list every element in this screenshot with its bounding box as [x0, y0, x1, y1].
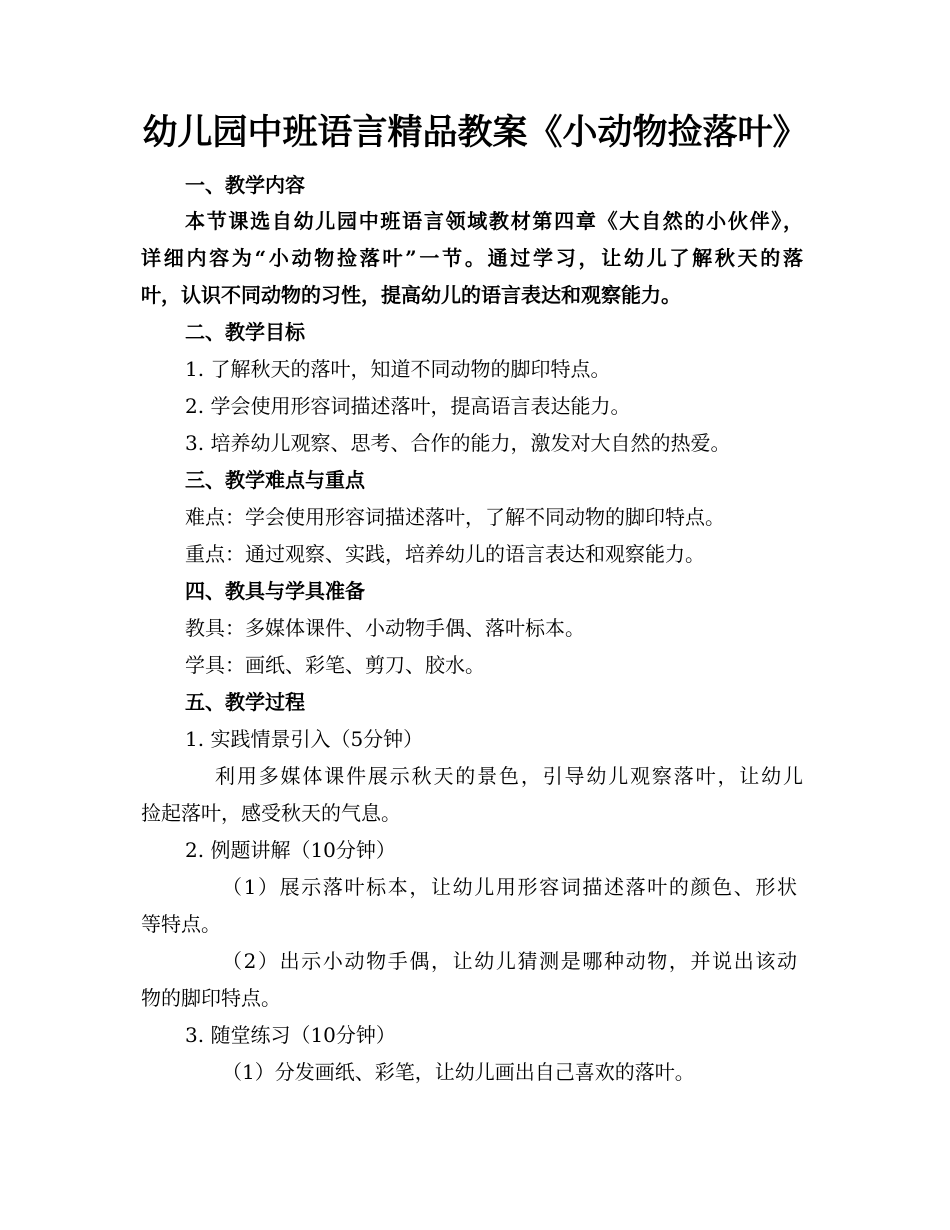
process-step-text-line: 等特点。 — [141, 912, 221, 936]
objective-item: 2. 学会使用形容词描述落叶，提高语言表达能力。 — [185, 394, 631, 418]
process-step-3: 3. 随堂练习（10分钟） — [185, 1023, 396, 1047]
content-paragraph-line: 叶，认识不同动物的习性，提高幼儿的语言表达和观察能力。 — [141, 283, 681, 307]
process-step-text-line: 利用多媒体课件展示秋天的景色，引导幼儿观察落叶，让幼儿 — [215, 764, 803, 788]
difficulty-text: 难点：学会使用形容词描述落叶，了解不同动物的脚印特点。 — [185, 505, 725, 529]
process-step-text-line: 捡起落叶，感受秋天的气息。 — [141, 801, 401, 825]
section-heading-content: 一、教学内容 — [185, 173, 305, 197]
objective-item: 3. 培养幼儿观察、思考、合作的能力，激发对大自然的热爱。 — [185, 431, 731, 455]
process-step-text-line: （1）分发画纸、彩笔，让幼儿画出自己喜欢的落叶。 — [222, 1060, 695, 1084]
teacher-materials: 教具：多媒体课件、小动物手偶、落叶标本。 — [185, 616, 585, 640]
process-step-2: 2. 例题讲解（10分钟） — [185, 838, 396, 862]
process-step-text-line: 物的脚印特点。 — [141, 986, 281, 1010]
section-heading-objectives: 二、教学目标 — [185, 320, 305, 344]
document-title: 幼儿园中班语言精品教案《小动物捡落叶》 — [142, 112, 808, 153]
section-heading-key-points: 三、教学难点与重点 — [185, 468, 365, 492]
process-step-text-line: （1）展示落叶标本，让幼儿用形容词描述落叶的颜色、形状 — [222, 875, 797, 899]
key-point-text: 重点：通过观察、实践，培养幼儿的语言表达和观察能力。 — [185, 542, 705, 566]
section-heading-materials: 四、教具与学具准备 — [185, 579, 365, 603]
section-heading-process: 五、教学过程 — [185, 690, 305, 714]
content-paragraph-line: 详细内容为“小动物捡落叶”一节。通过学习，让幼儿了解秋天的落 — [141, 246, 803, 270]
process-step-text-line: （2）出示小动物手偶，让幼儿猜测是哪种动物，并说出该动 — [222, 949, 797, 973]
process-step-1: 1. 实践情景引入（5分钟） — [185, 727, 424, 751]
student-materials: 学具：画纸、彩笔、剪刀、胶水。 — [185, 653, 485, 677]
objective-item: 1. 了解秋天的落叶，知道不同动物的脚印特点。 — [185, 357, 611, 381]
content-paragraph-line: 本节课选自幼儿园中班语言领域教材第四章《大自然的小伙伴》， — [185, 209, 803, 233]
